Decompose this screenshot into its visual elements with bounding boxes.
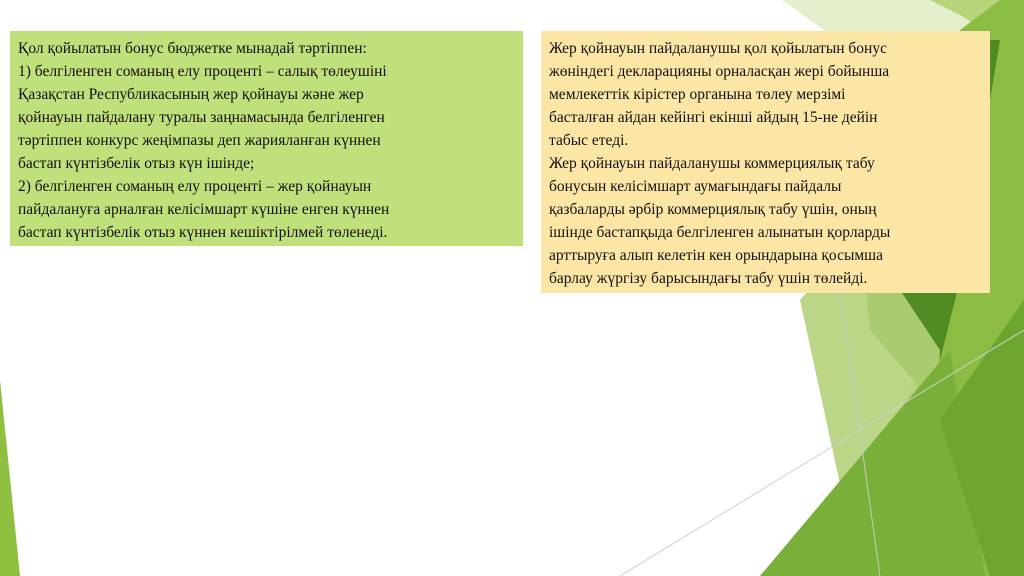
right-line-8: қазбаларды әрбір коммерциялық табу үшін, оның: [549, 201, 877, 218]
left-edge-shape: [0, 380, 20, 576]
left-line-6: бастап күнтізбелік отыз күн ішінде;: [18, 155, 255, 172]
left-line-7: 2) белгіленген соманың елу проценті – жер қойнауын: [18, 178, 372, 195]
right-line-11: барлау жүргізу барысындағы табу үшін төлейді.: [549, 270, 868, 287]
left-line-2: 1) белгіленген соманың елу проценті – салық төлеушіні: [18, 63, 387, 80]
left-line-1: Қол қойылатын бонус бюджетке мынадай тәртіппен:: [18, 40, 367, 57]
right-line-5: табыс етеді.: [549, 132, 629, 149]
left-line-3: Қазақстан Республикасының жер қойнауы және жер: [18, 86, 364, 103]
left-line-5: тәртіппен конкурс жеңімпазы деп жарияланған күннен: [18, 132, 381, 149]
right-line-2: жөніндегі декларацияны орналасқан жері бойынша: [549, 63, 890, 80]
right-line-4: басталған айдан кейінгі екінші айдың 15-не дейін: [549, 109, 878, 126]
right-line-1: Жер қойнауын пайдаланушы қол қойылатын бонус: [549, 40, 887, 57]
right-line-3: мемлекеттік кірістер органына төлеу мерзімі: [549, 86, 846, 103]
left-line-4: қойнауын пайдалану туралы заңнамасында белгіленген: [18, 109, 385, 126]
left-line-8: пайдалануға арналған келісімшарт күшіне енген күннен: [18, 201, 390, 218]
left-text-box: [10, 31, 523, 246]
right-line-6: Жер қойнауын пайдаланушы коммерциялық табу: [549, 155, 875, 172]
right-line-9: ішінде бастапқыда белгіленген алынатын қорларды: [549, 224, 891, 241]
left-line-9: бастап күнтізбелік отыз күннен кешіктірілмей төленеді.: [18, 224, 388, 241]
right-line-7: бонусын келісімшарт аумағындағы пайдалы: [549, 178, 842, 195]
right-text-box: [541, 31, 990, 293]
right-line-10: арттыруға алып келетін кен орындарына қосымша: [549, 247, 883, 264]
